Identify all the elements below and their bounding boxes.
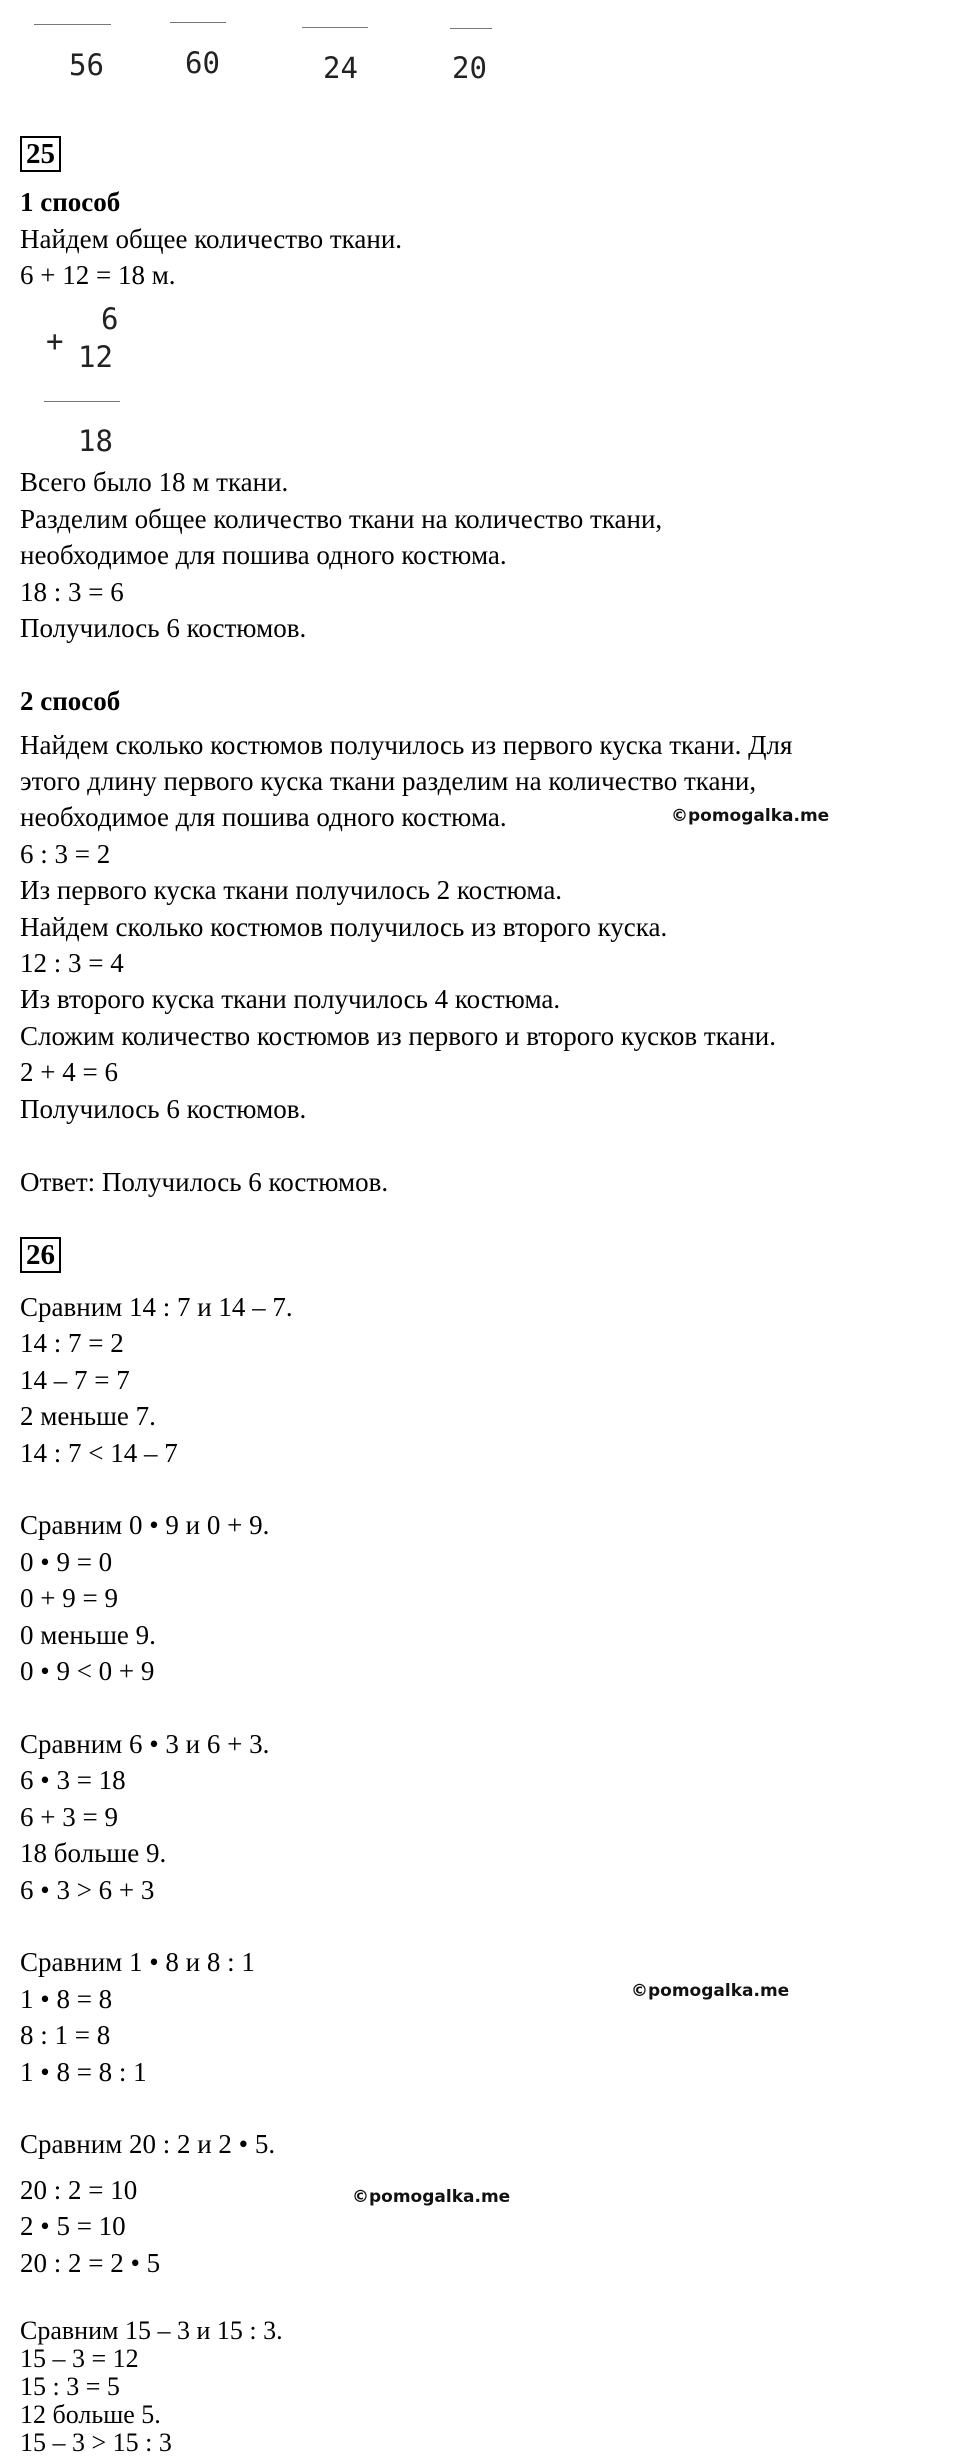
column-line <box>450 28 492 29</box>
method-title: 2 способ <box>20 686 121 716</box>
text-line: 0 + 9 = 9 <box>20 1583 118 1613</box>
text-line: Сравним 20 : 2 и 2 • 5. <box>20 2129 276 2159</box>
text-line: Найдем общее количество ткани. <box>20 224 403 254</box>
text-line: Сравним 15 – 3 и 15 : 3. <box>20 2316 283 2345</box>
text-line: необходимое для пошива одного костюма. <box>20 540 507 570</box>
column-line <box>170 22 226 23</box>
watermark: ©pomogalka.me <box>671 806 830 826</box>
text-line: Сравним 0 • 9 и 0 + 9. <box>20 1510 270 1540</box>
column-operand: 12 <box>78 340 113 374</box>
text-line: 0 • 9 < 0 + 9 <box>20 1656 155 1686</box>
text-line: 2 • 5 = 10 <box>20 2211 126 2241</box>
text-line: 6 • 3 = 18 <box>20 1765 126 1795</box>
text-line: 15 : 3 = 5 <box>20 2372 120 2401</box>
method-title: 1 способ <box>20 187 121 217</box>
text-line: 0 меньше 9. <box>20 1620 156 1650</box>
text-line: 15 – 3 > 15 : 3 <box>20 2428 172 2457</box>
text-line: 1 • 8 = 8 <box>20 1984 113 2014</box>
column-result: 18 <box>78 424 113 458</box>
text-line: 14 : 7 < 14 – 7 <box>20 1438 178 1468</box>
column-line <box>44 401 120 402</box>
column-sign: + <box>46 324 64 358</box>
text-line: Найдем сколько костюмов получилось из второго куска. <box>20 912 668 942</box>
text-line: 14 : 7 = 2 <box>20 1328 124 1358</box>
text-line: 0 • 9 = 0 <box>20 1547 113 1577</box>
text-line: 18 : 3 = 6 <box>20 577 124 607</box>
text-line: Сравним 6 • 3 и 6 + 3. <box>20 1729 270 1759</box>
text-line: 8 : 1 = 8 <box>20 2020 111 2050</box>
text-line: Разделим общее количество ткани на количество ткани, <box>20 504 663 534</box>
text-line: Сравним 1 • 8 и 8 : 1 <box>20 1947 255 1977</box>
watermark: ©pomogalka.me <box>352 2187 511 2207</box>
text-line: Получилось 6 костюмов. <box>20 1094 307 1124</box>
text-line: Из первого куска ткани получилось 2 костюма. <box>20 875 563 905</box>
text-line: 1 • 8 = 8 : 1 <box>20 2057 147 2087</box>
text-line: 6 : 3 = 2 <box>20 839 111 869</box>
text-line: Сложим количество костюмов из первого и второго кусков ткани. <box>20 1021 776 1051</box>
column-result: 20 <box>452 51 487 85</box>
column-result: 60 <box>185 46 220 80</box>
text-line: 6 + 3 = 9 <box>20 1802 118 1832</box>
text-line: Из второго куска ткани получилось 4 костюма. <box>20 984 561 1014</box>
text-line: этого длину первого куска ткани разделим на количество ткани, <box>20 766 757 796</box>
text-line: 18 больше 9. <box>20 1838 167 1868</box>
column-line <box>34 24 111 25</box>
text-line: Всего было 18 м ткани. <box>20 467 289 497</box>
text-line: Получилось 6 костюмов. <box>20 613 307 643</box>
text-line: необходимое для пошива одного костюма. <box>20 802 507 832</box>
text-line: 20 : 2 = 10 <box>20 2175 138 2205</box>
text-line: 12 : 3 = 4 <box>20 948 124 978</box>
column-result: 56 <box>69 48 104 82</box>
text-line: Сравним 14 : 7 и 14 – 7. <box>20 1292 293 1322</box>
watermark: ©pomogalka.me <box>631 1981 790 2001</box>
column-result: 24 <box>323 51 358 85</box>
task-number-25: 25 <box>20 136 61 172</box>
text-line: 14 – 7 = 7 <box>20 1365 130 1395</box>
text-line: 15 – 3 = 12 <box>20 2344 139 2373</box>
task-number-26: 26 <box>20 1237 61 1273</box>
text-line: 2 + 4 = 6 <box>20 1057 118 1087</box>
text-line: 6 • 3 > 6 + 3 <box>20 1875 155 1905</box>
column-line <box>302 27 368 28</box>
text-line: Найдем сколько костюмов получилось из первого куска ткани. Для <box>20 730 793 760</box>
text-line: 20 : 2 = 2 • 5 <box>20 2248 161 2278</box>
text-line: 6 + 12 = 18 м. <box>20 260 176 290</box>
text-line: 2 меньше 7. <box>20 1401 156 1431</box>
text-line: 12 больше 5. <box>20 2400 161 2429</box>
column-operand: 6 <box>101 302 119 336</box>
answer-line: Ответ: Получилось 6 костюмов. <box>20 1167 389 1197</box>
